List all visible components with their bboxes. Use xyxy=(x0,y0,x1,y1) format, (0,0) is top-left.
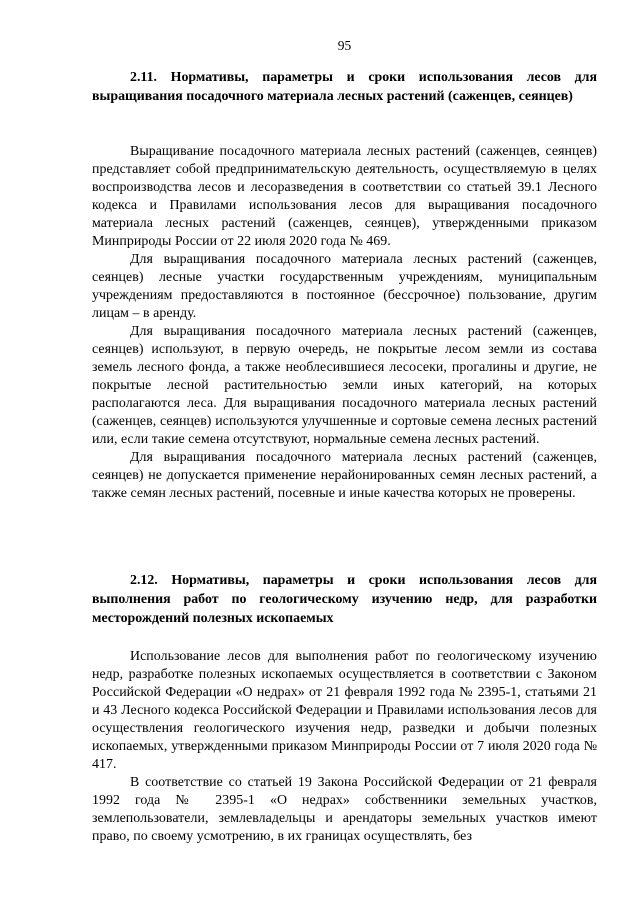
section-heading-2-12: 2.12. Нормативы, параметры и сроки использования лесов для выполнения работ по геологическому изучению недр, для разработки месторождений полезных ископаемых xyxy=(92,573,597,626)
section-heading-2-11: 2.11. Нормативы, параметры и сроки использования лесов для выращивания посадочного материала лесных растений (саженцев, сеянцев) xyxy=(92,70,597,104)
paragraph: Для выращивания посадочного материала лесных растений (саженцев, сеянцев) лесные участки государственным учреждениям, муниципальным учреждениям предоставляются в постоянное (бессрочное) пользование, другим лицам – в аренду. xyxy=(92,252,597,321)
paragraph: Выращивание посадочного материала лесных растений (саженцев, сеянцев) представляет собой предпринимательскую деятельность, осуществляемую в целях воспроизводства лесов и лесоразведения в соответствии со статьей 39.1 Лесного кодекса и Правилами использования лесов для выращивания посадочного материала лесных растений (саженцев, сеянцев), утвержденными приказом Минприроды России от 22 июля 2020 года № 469. xyxy=(92,144,597,249)
paragraph: Для выращивания посадочного материала лесных растений (саженцев, сеянцев) используют, в первую очередь, не покрытые лесом земли из состава земель лесного фонда, а также необлесившиеся лесосеки, прогалины и другие, не покрытые лесной растительностью земли иных категорий, на которых располагаются леса. Для выращивания посадочного материала лесных растений (саженцев, сеянцев) используются улучшенные и сортовые семена лесных растений или, если такие семена отсутствуют, нормальные семена лесных растений. xyxy=(92,324,597,447)
page-number: 95 xyxy=(337,38,352,53)
section-body-2-12 xyxy=(92,648,597,846)
paragraph: Для выращивания посадочного материала лесных растений (саженцев, сеянцев) не допускается применение нерайонированных семян лесных растений, а также семян лесных растений, посевные и иные качества которых не проверены. xyxy=(92,450,597,501)
paragraph: Использование лесов для выполнения работ по геологическому изучению недр, разработке полезных ископаемых осуществляется в соответствии с Законом Российской Федерации «О недрах» от 21 февраля 1992 года № 2395-1, статьями 21 и 43 Лесного кодекса Российской Федерации и Правилами использования лесов для осуществления геологического изучения недр, разведки и добычи полезных ископаемых, утвержденными приказом Минприроды России от 7 июля 2020 года № 417. xyxy=(92,649,597,772)
paragraph: В соответствие со статьей 19 Закона Российской Федерации от 21 февраля 1992 года № 2395-1 «О недрах» собственники земельных участков, землепользователи, землевладельцы и арендаторы земельных участков имеют право, по своему усмотрению, в их границах осуществлять, без xyxy=(92,775,597,844)
section-body-2-11 xyxy=(92,143,597,503)
